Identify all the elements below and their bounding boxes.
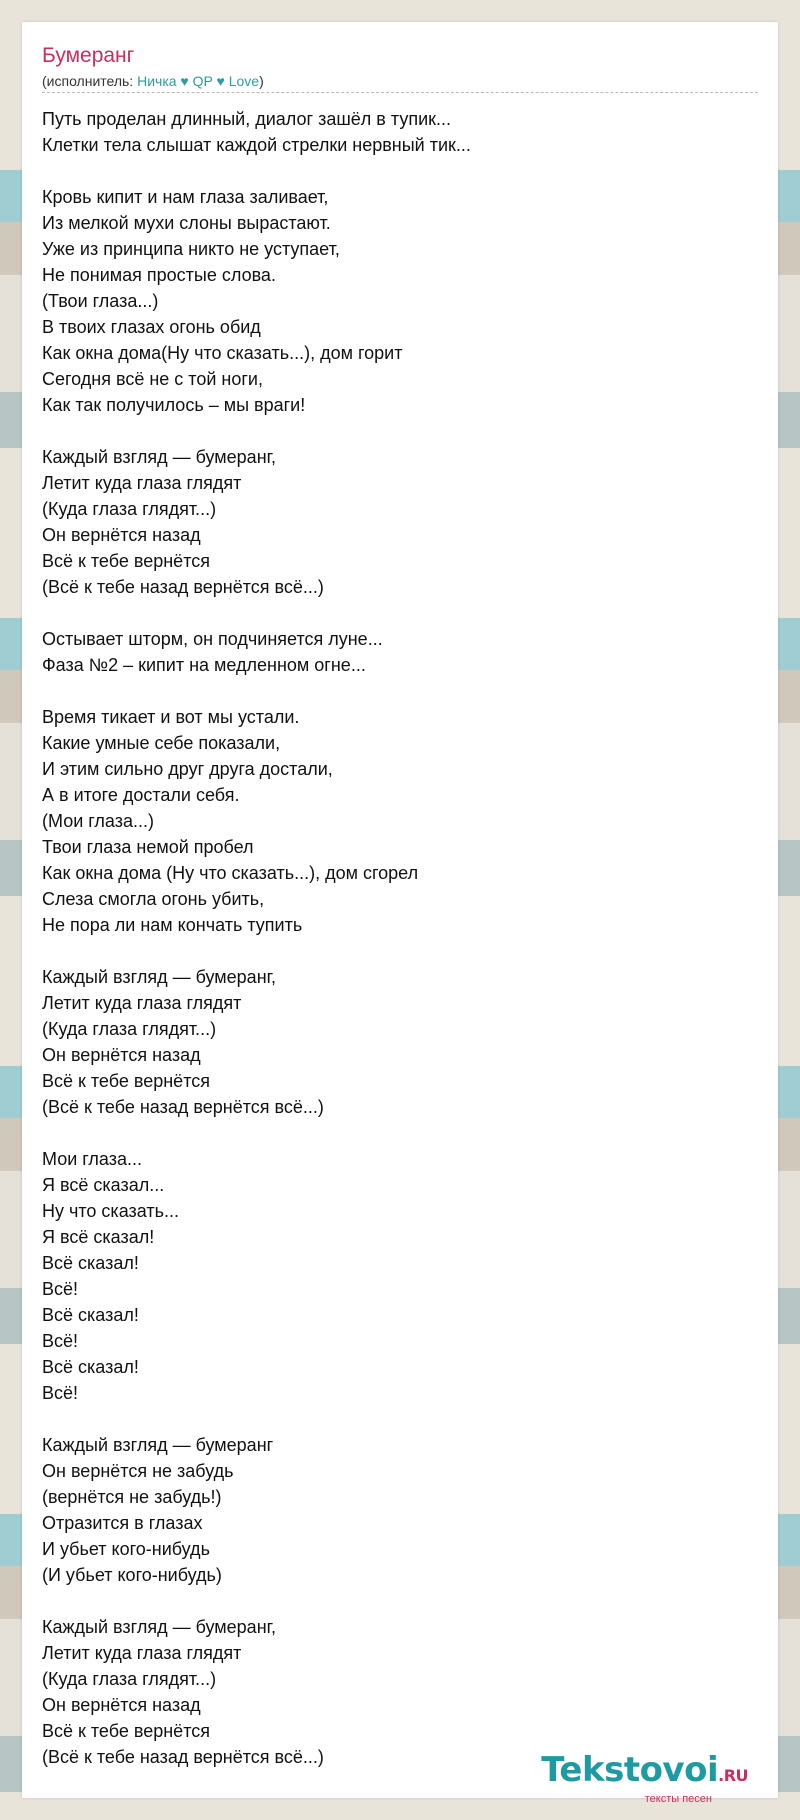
lyric-line: И этим сильно друг друга достали, bbox=[42, 759, 333, 779]
artist-link[interactable]: Ничка ♥ QP ♥ Love bbox=[137, 73, 260, 89]
lyric-line: Всё к тебе вернётся bbox=[42, 1071, 210, 1091]
stanza bbox=[42, 964, 758, 1120]
lyric-line: Мои глаза... bbox=[42, 1149, 143, 1169]
lyric-line: Всё! bbox=[42, 1331, 79, 1351]
lyric-line: Летит куда глаза глядят bbox=[42, 1643, 242, 1663]
lyric-line: Клетки тела слышат каждой стрелки нервный тик... bbox=[42, 135, 471, 155]
lyric-line: Уже из принципа никто не уступает, bbox=[42, 239, 340, 259]
lyric-line: (Мои глаза...) bbox=[42, 811, 154, 831]
stanza-gap bbox=[42, 1588, 758, 1614]
lyric-line: Он вернётся назад bbox=[42, 1045, 201, 1065]
logo-name: Tekstovoi bbox=[541, 1750, 719, 1790]
lyric-line: Путь проделан длинный, диалог зашёл в тупик... bbox=[42, 109, 451, 129]
lyric-line: Каждый взгляд — бумеранг, bbox=[42, 967, 276, 987]
lyric-line: Не понимая простые слова. bbox=[42, 265, 276, 285]
lyric-line: (Куда глаза глядят...) bbox=[42, 499, 217, 519]
lyric-line: Не пора ли нам кончать тупить bbox=[42, 915, 303, 935]
logo-tld: .RU bbox=[718, 1766, 748, 1785]
lyric-line: Летит куда глаза глядят bbox=[42, 473, 242, 493]
lyric-line: Как так получилось – мы враги! bbox=[42, 395, 306, 415]
divider bbox=[42, 92, 758, 93]
stanza bbox=[42, 626, 758, 678]
lyric-line: Всё сказал! bbox=[42, 1357, 139, 1377]
song-title: Бумеранг bbox=[42, 44, 135, 67]
lyric-line: (И убьет кого-нибудь) bbox=[42, 1565, 222, 1585]
lyric-line: Каждый взгляд — бумеранг bbox=[42, 1435, 274, 1455]
stanza bbox=[42, 704, 758, 938]
lyric-line: Время тикает и вот мы устали. bbox=[42, 707, 300, 727]
stanza-gap bbox=[42, 1406, 758, 1432]
lyric-line: (Всё к тебе назад вернётся всё...) bbox=[42, 577, 324, 597]
stanza bbox=[42, 106, 758, 158]
byline bbox=[42, 73, 264, 89]
lyric-line: Летит куда глаза глядят bbox=[42, 993, 242, 1013]
lyric-line: Из мелкой мухи слоны вырастают. bbox=[42, 213, 331, 233]
lyric-line: Я всё сказал... bbox=[42, 1175, 165, 1195]
lyric-line: (Всё к тебе назад вернётся всё...) bbox=[42, 1747, 324, 1767]
lyric-line: Фаза №2 – кипит на медленном огне... bbox=[42, 655, 366, 675]
lyric-line: Как окна дома(Ну что сказать...), дом горит bbox=[42, 343, 403, 363]
lyric-line: Всё к тебе вернётся bbox=[42, 1721, 210, 1741]
lyric-line: Всё сказал! bbox=[42, 1305, 139, 1325]
lyric-line: Ну что сказать... bbox=[42, 1201, 180, 1221]
lyric-line: В твоих глазах огонь обид bbox=[42, 317, 261, 337]
lyric-line: А в итоге достали себя. bbox=[42, 785, 240, 805]
lyric-line: Кровь кипит и нам глаза заливает, bbox=[42, 187, 329, 207]
lyric-line: Каждый взгляд — бумеранг, bbox=[42, 1617, 276, 1637]
lyric-line: Всё! bbox=[42, 1383, 79, 1403]
lyric-line: Каждый взгляд — бумеранг, bbox=[42, 447, 276, 467]
stanza bbox=[42, 444, 758, 600]
lyric-line: Слеза смогла огонь убить, bbox=[42, 889, 265, 909]
lyric-line: (Куда глаза глядят...) bbox=[42, 1019, 217, 1039]
lyrics-card bbox=[22, 22, 778, 1805]
lyric-line: Как окна дома (Ну что сказать...), дом сгорел bbox=[42, 863, 419, 883]
lyric-line: Он вернётся не забудь bbox=[42, 1461, 234, 1481]
stanza bbox=[42, 1146, 758, 1406]
lyric-line: (вернётся не забудь!) bbox=[42, 1487, 222, 1507]
stanza-gap bbox=[42, 1120, 758, 1146]
lyric-line: И убьет кого-нибудь bbox=[42, 1539, 210, 1559]
stanza-gap bbox=[42, 600, 758, 626]
lyric-line: Сегодня всё не с той ноги, bbox=[42, 369, 263, 389]
lyric-line: Всё к тебе вернётся bbox=[42, 551, 210, 571]
stanza-gap bbox=[42, 418, 758, 444]
byline-suffix: ) bbox=[259, 73, 264, 89]
lyric-line: Отразится в глазах bbox=[42, 1513, 203, 1533]
lyric-line: Он вернётся назад bbox=[42, 525, 201, 545]
lyric-line: (Всё к тебе назад вернётся всё...) bbox=[42, 1097, 324, 1117]
lyrics-text bbox=[42, 106, 758, 1770]
stanza-gap bbox=[42, 158, 758, 184]
stanza bbox=[42, 1614, 758, 1770]
lyric-line: Всё! bbox=[42, 1279, 79, 1299]
byline-prefix: (исполнитель: bbox=[42, 73, 138, 89]
lyric-line: (Твои глаза...) bbox=[42, 291, 159, 311]
stanza-gap bbox=[42, 678, 758, 704]
lyric-line: Остывает шторм, он подчиняется луне... bbox=[42, 629, 383, 649]
stanza bbox=[42, 1432, 758, 1588]
stanza-gap bbox=[42, 938, 758, 964]
lyric-line: Твои глаза немой пробел bbox=[42, 837, 254, 857]
lyric-line: Он вернётся назад bbox=[42, 1695, 201, 1715]
logo-wordmark bbox=[541, 1750, 748, 1793]
site-logo[interactable] bbox=[541, 1750, 748, 1805]
stanza bbox=[42, 184, 758, 418]
lyric-line: Я всё сказал! bbox=[42, 1227, 155, 1247]
lyric-line: Какие умные себе показали, bbox=[42, 733, 281, 753]
lyric-line: Всё сказал! bbox=[42, 1253, 139, 1273]
logo-tagline: тексты песен bbox=[644, 1793, 712, 1805]
lyric-line: (Куда глаза глядят...) bbox=[42, 1669, 217, 1689]
